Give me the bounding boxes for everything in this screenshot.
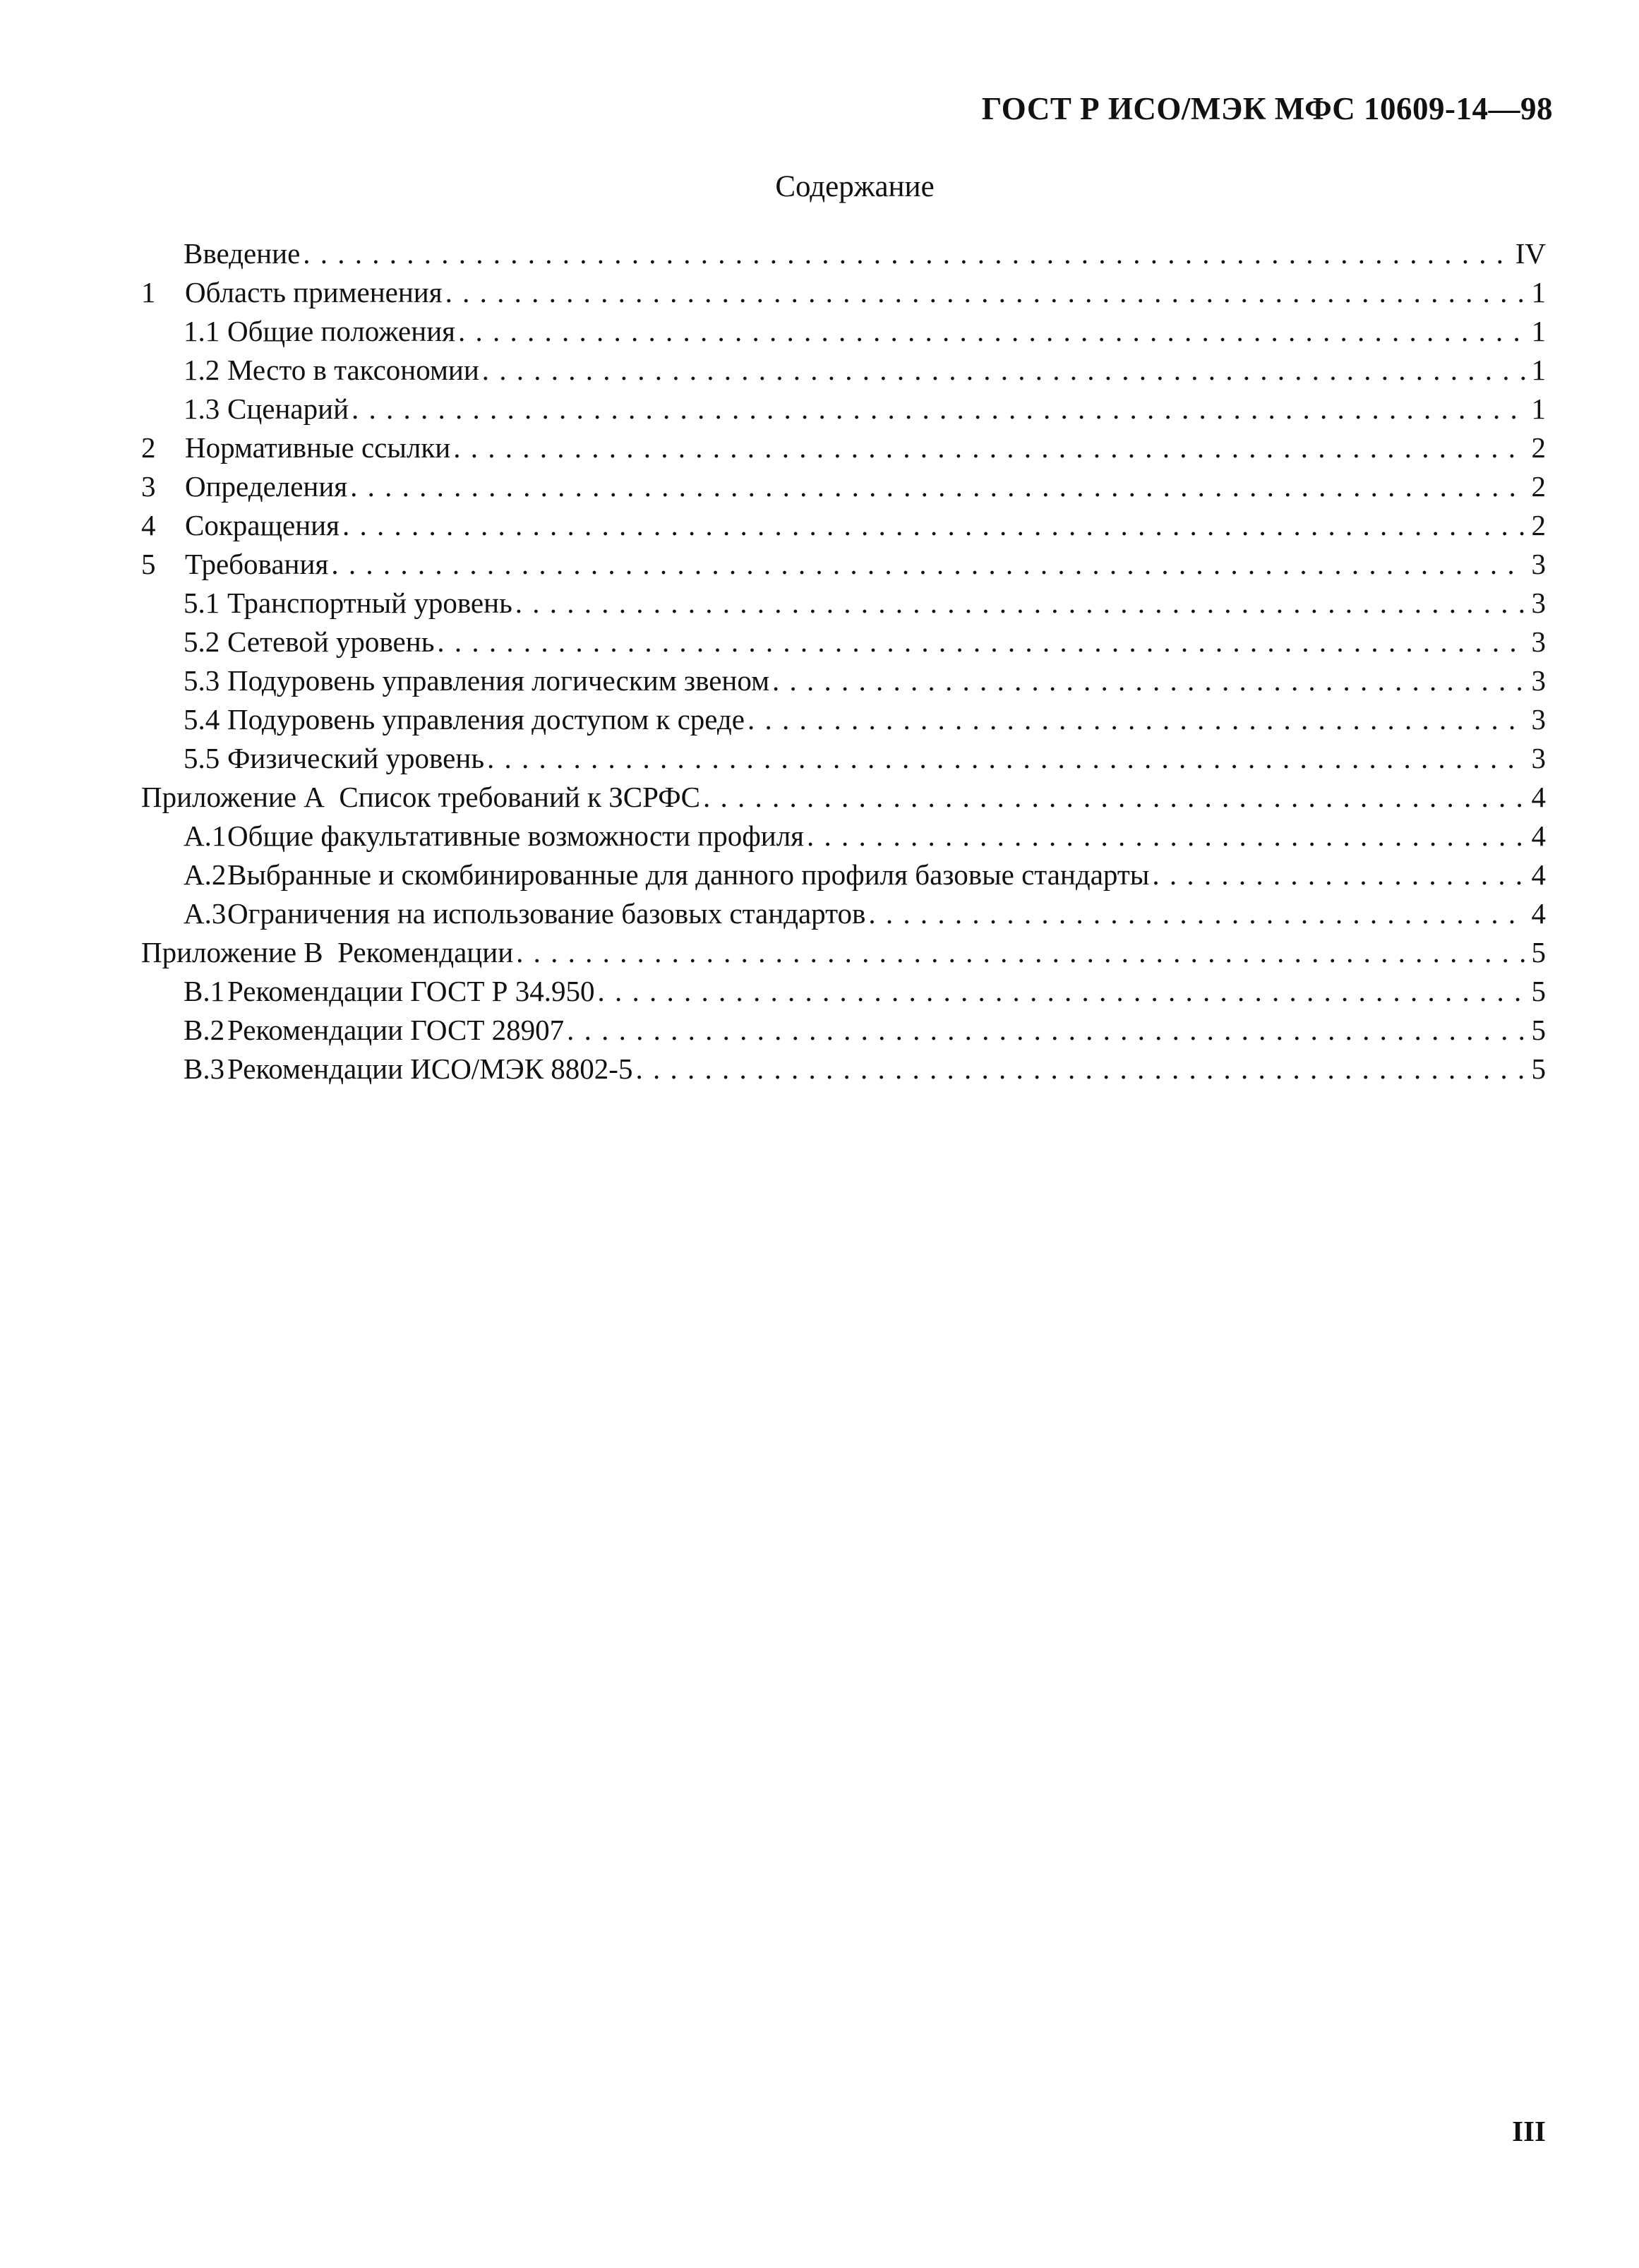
toc-dot-leader [567,1011,1526,1050]
toc-entry-label: Общие факультативные возможности профиля [227,820,805,852]
toc-entry-number: А.1 [184,820,227,852]
toc-dot-leader [437,623,1526,661]
toc-entry[interactable] [141,1011,1546,1050]
toc-dot-leader [453,428,1526,467]
toc-dot-leader [703,778,1526,817]
toc-entry-page: 2 [1531,509,1546,541]
toc-entry-number: 5.3 [184,664,220,697]
toc-entry-label: Требования [185,548,329,580]
toc-dot-leader [352,390,1526,428]
toc-entry-page: 4 [1531,858,1546,891]
toc-entry[interactable] [141,700,1546,739]
toc-entry[interactable] [141,545,1546,584]
toc-entry-page: 5 [1531,975,1546,1007]
toc-dot-leader [807,817,1526,856]
toc-entry-page: 1 [1531,354,1546,386]
toc-entry-label: Место в таксономии [227,354,479,386]
toc-entry-number: 5 [141,548,156,580]
toc-entry[interactable] [141,351,1546,390]
toc-entry-label: Приложение В Рекомендации [141,936,514,968]
toc-entry-page: 1 [1531,392,1546,425]
toc-entry-page: 5 [1531,1052,1546,1085]
toc-entry-number: 2 [141,431,156,464]
toc-entry[interactable] [141,778,1546,817]
toc-entry-label: Приложение А Список требований к ЗСРФС [141,781,700,813]
toc-entry-number: 1.1 [184,315,220,347]
toc-entry-number: А.2 [184,858,227,891]
toc-entry-label: Подуровень управления логическим звеном [227,664,770,697]
toc-entry[interactable] [141,584,1546,623]
toc-entry-page: IV [1515,237,1546,270]
toc-entry-page: 2 [1531,470,1546,503]
toc-entry[interactable] [141,1050,1546,1088]
toc-title: Содержание [775,170,935,203]
toc-entry[interactable] [141,661,1546,700]
toc-entry-label: Рекомендации ГОСТ 28907 [227,1014,565,1046]
toc-entry-number: 5.2 [184,625,220,658]
toc-entry[interactable] [141,467,1546,506]
toc-dot-leader [487,739,1526,778]
toc-entry[interactable] [141,972,1546,1011]
toc-dot-leader [303,234,1512,273]
toc-entry[interactable] [141,273,1546,312]
toc-entry-label: Ограничения на использование базовых стандартов [227,897,866,930]
toc-entry-number: 1 [141,276,156,308]
toc-dot-leader [350,467,1526,506]
toc-entry-label: Рекомендации ГОСТ Р 34.950 [227,975,595,1007]
toc-entry-page: 5 [1531,1014,1546,1046]
document-header: ГОСТ Р ИСО/МЭК МФС 10609-14—98 [981,91,1553,126]
toc-entry[interactable] [141,817,1546,856]
toc-entry[interactable] [141,234,1546,273]
toc-dot-leader [868,894,1526,933]
toc-entry-label: Область применения [185,276,443,308]
toc-entry[interactable] [141,390,1546,428]
toc-entry[interactable] [141,933,1546,972]
toc-entry-label: Выбранные и скомбинированные для данного профиля базовые стандарты [227,858,1150,891]
toc-dot-leader [516,933,1526,972]
table-of-contents [141,234,1546,1088]
toc-entry-page: 3 [1531,548,1546,580]
toc-entry-label: Введение [184,237,301,270]
toc-entry-number: 3 [141,470,156,503]
toc-entry-number: 1.2 [184,354,220,386]
toc-dot-leader [342,506,1526,545]
toc-entry-number: В.2 [184,1014,225,1046]
toc-entry-page: 5 [1531,936,1546,968]
toc-entry-number: 4 [141,509,156,541]
toc-entry[interactable] [141,506,1546,545]
toc-entry-number: 5.5 [184,742,220,774]
toc-entry-number: В.1 [184,975,225,1007]
toc-entry-number: 1.3 [184,392,220,425]
toc-entry-page: 3 [1531,587,1546,619]
toc-entry-label: Нормативные ссылки [185,431,451,464]
toc-entry-page: 1 [1531,315,1546,347]
toc-dot-leader [458,312,1526,351]
toc-dot-leader [748,700,1526,739]
toc-entry-label: Сокращения [185,509,340,541]
toc-entry[interactable] [141,428,1546,467]
toc-entry[interactable] [141,312,1546,351]
toc-entry-label: Определения [185,470,348,503]
toc-entry-page: 3 [1531,664,1546,697]
toc-dot-leader [482,351,1526,390]
toc-entry-number: 5.1 [184,587,220,619]
toc-entry-number: В.3 [184,1052,225,1085]
toc-entry-page: 3 [1531,625,1546,658]
toc-dot-leader [331,545,1526,584]
toc-dot-leader [515,584,1526,623]
page-number: III [1512,2115,1546,2147]
toc-entry-number: А.3 [184,897,227,930]
toc-entry[interactable] [141,856,1546,894]
toc-dot-leader [597,972,1526,1011]
toc-entry-page: 4 [1531,781,1546,813]
toc-dot-leader [1152,856,1526,894]
toc-entry[interactable] [141,894,1546,933]
toc-dot-leader [445,273,1526,312]
toc-entry-label: Подуровень управления доступом к среде [227,703,745,736]
toc-entry-page: 3 [1531,742,1546,774]
toc-entry-label: Общие положения [227,315,455,347]
toc-entry-page: 4 [1531,820,1546,852]
toc-entry[interactable] [141,623,1546,661]
toc-entry-label: Рекомендации ИСО/МЭК 8802-5 [227,1052,633,1085]
toc-entry-page: 3 [1531,703,1546,736]
toc-dot-leader [772,661,1526,700]
toc-entry-number: 5.4 [184,703,220,736]
toc-dot-leader [635,1050,1526,1088]
toc-entry[interactable] [141,739,1546,778]
toc-entry-label: Сетевой уровень [227,625,435,658]
toc-entry-label: Физический уровень [227,742,485,774]
toc-entry-page: 4 [1531,897,1546,930]
toc-entry-page: 2 [1531,431,1546,464]
toc-entry-label: Сценарий [227,392,349,425]
toc-entry-page: 1 [1531,276,1546,308]
toc-entry-label: Транспортный уровень [227,587,512,619]
